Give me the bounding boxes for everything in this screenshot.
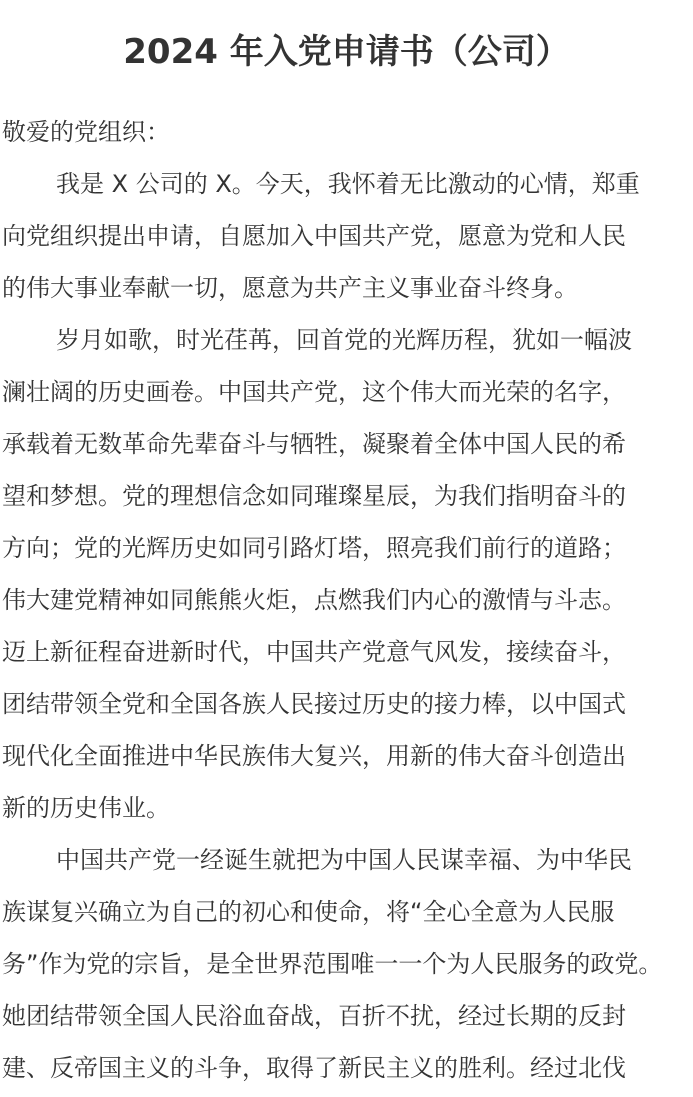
paragraph-3-line-2: 族谋复兴确立为自己的初心和使命，将“全心全意为人民服 [2, 898, 615, 926]
paragraph-3-line-3: 务”作为党的宗旨，是全世界范围唯一一个为人民服务的政党。 [2, 950, 663, 978]
paragraph-2-line-1: 岁月如歌，时光荏苒，回首党的光辉历程，犹如一幅波 [56, 326, 632, 354]
document-title: 2024 年入党申请书（公司） [123, 32, 570, 72]
paragraph-1-line-1: 我是 X 公司的 X。今天，我怀着无比激动的心情，郑重 [56, 170, 640, 198]
paragraph-2-line-6: 伟大建党精神如同熊熊火炬，点燃我们内心的激情与斗志。 [2, 586, 626, 614]
paragraph-2-line-7: 迈上新征程奋进新时代，中国共产党意气风发，接续奋斗， [2, 638, 626, 666]
paragraph-2-line-2: 澜壮阔的历史画卷。中国共产党，这个伟大而光荣的名字， [2, 378, 626, 406]
paragraph-2-line-10: 新的历史伟业。 [2, 794, 170, 822]
paragraph-2-line-9: 现代化全面推进中华民族伟大复兴，用新的伟大奋斗创造出 [2, 742, 626, 770]
paragraph-2-line-3: 承载着无数革命先辈奋斗与牺牲，凝聚着全体中国人民的希 [2, 430, 626, 458]
paragraph-3-line-4: 她团结带领全国人民浴血奋战，百折不扰，经过长期的反封 [2, 1002, 626, 1030]
paragraph-3-line-5: 建、反帝国主义的斗争，取得了新民主义的胜利。经过北伐 [2, 1054, 626, 1082]
paragraph-2-line-8: 团结带领全党和全国各族人民接过历史的接力棒，以中国式 [2, 690, 626, 718]
paragraph-2-line-5: 方向；党的光辉历史如同引路灯塔，照亮我们前行的道路； [2, 534, 626, 562]
paragraph-3-line-1: 中国共产党一经诞生就把为中国人民谋幸福、为中华民 [56, 846, 632, 874]
paragraph-2-line-4: 望和梦想。党的理想信念如同璀璨星辰，为我们指明奋斗的 [2, 482, 626, 510]
salutation-line: 敬爱的党组织： [2, 118, 170, 146]
paragraph-1-line-2: 向党组织提出申请，自愿加入中国共产党，愿意为党和人民 [2, 222, 626, 250]
paragraph-1-line-3: 的伟大事业奉献一切，愿意为共产主义事业奋斗终身。 [2, 274, 578, 302]
